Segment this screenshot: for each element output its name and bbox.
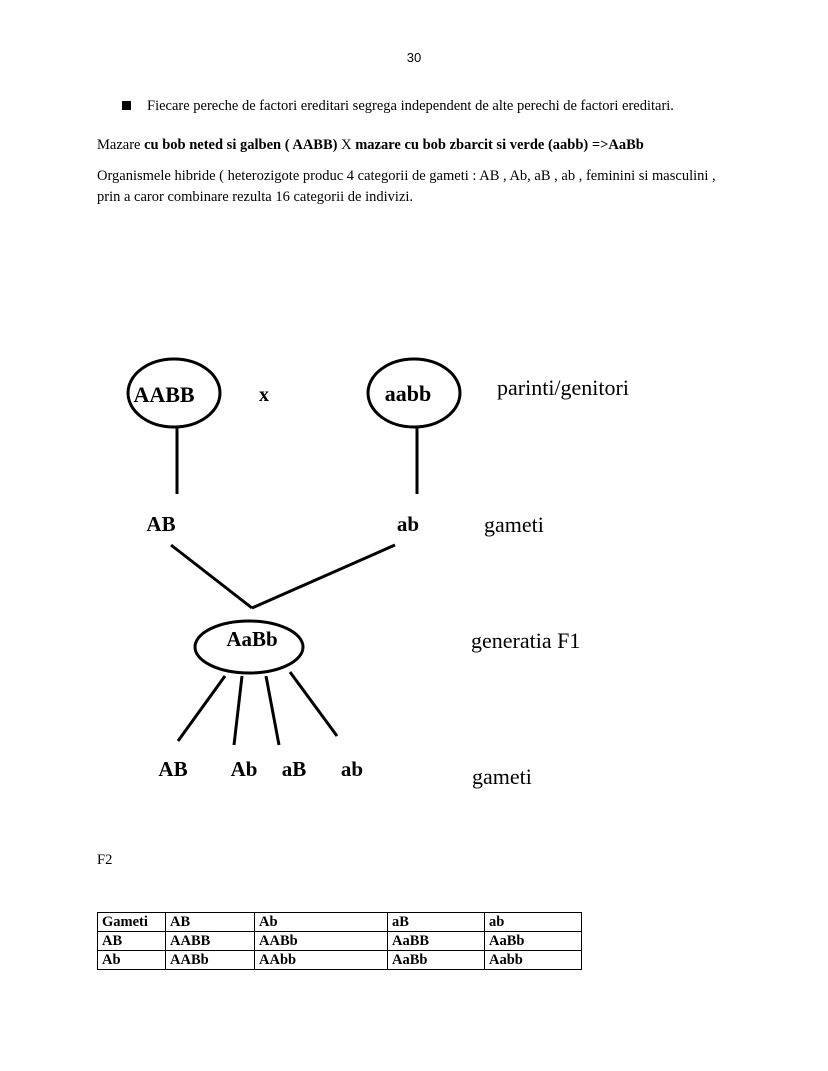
label-f1: generatia F1 xyxy=(471,628,581,653)
cross-part-3: X xyxy=(337,137,356,153)
table-header-cell: ab xyxy=(485,913,582,932)
table-header-cell: Ab xyxy=(255,913,388,932)
gamete-right: ab xyxy=(396,512,420,536)
cross-part-2: cu bob neted si galben ( AABB) xyxy=(144,137,338,153)
hybrid-paragraph: Organismele hibride ( heterozigote produc 4 categorii de gameti : AB , Ab, aB , ab , feminini si masculini , prin a caror combinare rezulta 16 categorii de indivizi. xyxy=(97,168,716,205)
f1-branch-1 xyxy=(178,676,225,741)
f1-gamete-3: aB xyxy=(281,757,307,781)
punnett-table xyxy=(97,912,582,970)
table-header-cell: aB xyxy=(388,913,485,932)
table-cell: AABb xyxy=(166,951,255,970)
table-cell: AaBB xyxy=(388,932,485,951)
parent-right-genotype: aabb xyxy=(384,381,432,406)
f1-gamete-4: ab xyxy=(340,757,364,781)
bullet-item xyxy=(124,98,724,115)
parent-left-genotype: AABB xyxy=(133,382,195,407)
cross-part-4: mazare cu bob zbarcit si verde (aabb) =>AaBb xyxy=(355,137,644,153)
f1-branch-4 xyxy=(290,672,337,736)
f1-branch-3 xyxy=(266,676,279,745)
merge-line-right xyxy=(252,545,395,608)
table-cell: AaBb xyxy=(485,932,582,951)
label-parents: parinti/genitori xyxy=(497,375,629,400)
table-cell: Aabb xyxy=(485,951,582,970)
merge-line-left xyxy=(171,545,252,608)
f1-gamete-1: AB xyxy=(158,757,188,781)
label-gametes: gameti xyxy=(484,512,544,537)
cross-symbol: x xyxy=(259,384,269,406)
cross-diagram xyxy=(0,340,828,820)
table-cell: AABb xyxy=(255,932,388,951)
bullet-text: Fiecare pereche de factori ereditari segrega independent de alte perechi de factori ereditari. xyxy=(147,98,674,114)
table-header-cell: Gameti xyxy=(98,913,166,932)
table-row xyxy=(98,951,582,970)
gamete-left: AB xyxy=(146,512,176,536)
f1-genotype: AaBb xyxy=(226,627,278,651)
table-header-row xyxy=(98,913,582,932)
table-cell: AABB xyxy=(166,932,255,951)
bullet-square-icon xyxy=(122,101,131,110)
table-row xyxy=(98,932,582,951)
f2-label: F2 xyxy=(97,852,113,868)
table-header-cell: AB xyxy=(166,913,255,932)
table-cell: Ab xyxy=(98,951,166,970)
cross-part-1: Mazare xyxy=(97,137,145,153)
table-cell: AaBb xyxy=(388,951,485,970)
cross-description xyxy=(97,137,797,154)
table-cell: AAbb xyxy=(255,951,388,970)
f1-gamete-2: Ab xyxy=(230,757,258,781)
label-gametes-2: gameti xyxy=(472,764,532,789)
table-cell: AB xyxy=(98,932,166,951)
f1-branch-2 xyxy=(234,676,242,745)
page-number: 30 xyxy=(406,50,422,65)
